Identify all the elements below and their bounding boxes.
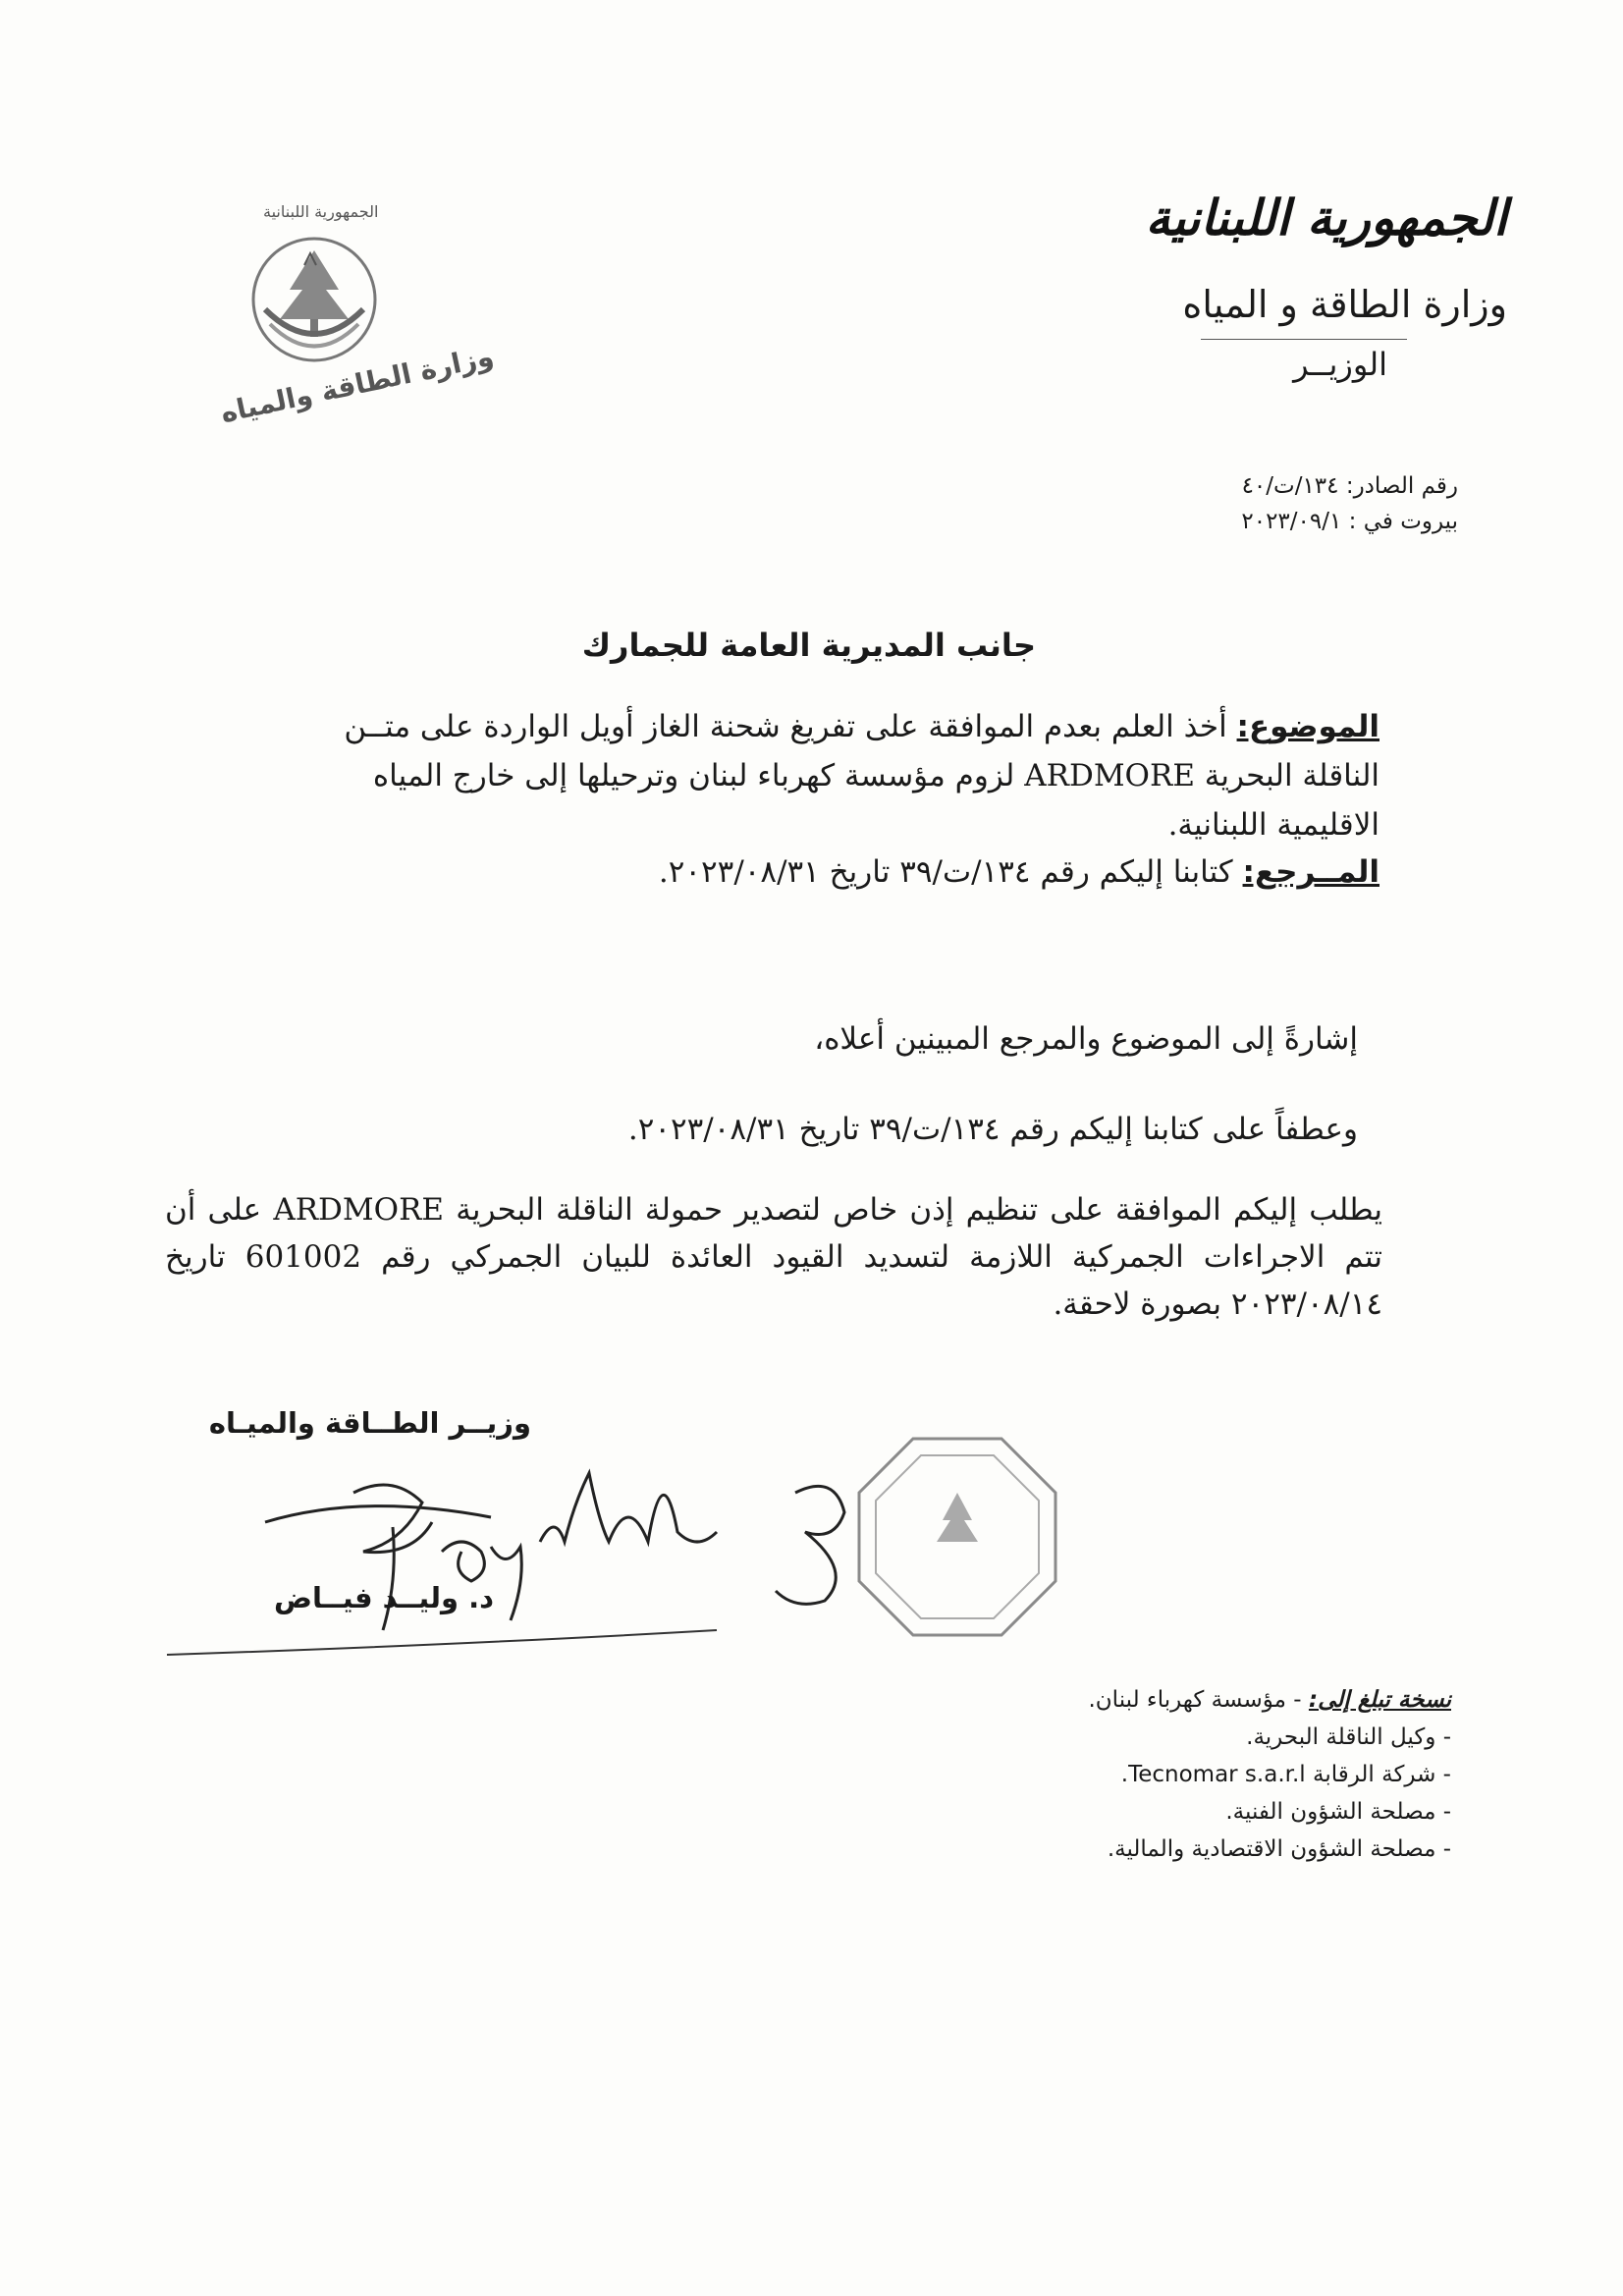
copies-list — [1088, 1681, 1451, 1868]
minister-title: الوزيــر — [1293, 346, 1387, 383]
copy-item-1: - مؤسسة كهرباء لبنان. — [1088, 1687, 1302, 1713]
header-divider — [1201, 339, 1407, 340]
subject-text: أخذ العلم بعدم الموافقة على تفريغ شحنة الغاز أويل الواردة على متــن الناقلة البحرية ARDMORE لزوم مؤسسة كهرباء لبنان وترحيلها إلى خارج المياه الاقليمية اللبنانية. — [344, 709, 1380, 843]
ministry-name: وزارة الطاقة و المياه — [1182, 283, 1507, 326]
republic-title: الجمهورية اللبنانية — [1145, 189, 1507, 246]
addressee: جانب المديرية العامة للجمارك — [581, 627, 1036, 664]
signatory-title: وزيــر الطــاقة والميـاه — [208, 1406, 531, 1440]
body-paragraph-2: وعطفاً على كتابنا إليكم رقم ١٣٤/ت/٣٩ تاريخ ٢٠٢٣/٠٨/٣١. — [627, 1112, 1358, 1147]
body-paragraph-3: يطلب إليكم الموافقة على تنظيم إذن خاص لتصدير حمولة الناقلة البحرية ARDMORE على أن تتم الاجراءات الجمركية اللازمة لتسديد القيود العائدة للبيان الجمركي رقم 601002 تاريخ ٢٠٢٣/٠٨/١٤ بصورة لاحقة. — [165, 1192, 1383, 1322]
seal-bottom-text: وزارة الطاقة والمياه — [217, 339, 497, 430]
copies-first-line — [1088, 1681, 1451, 1719]
reference-label: المــرجع: — [1242, 854, 1380, 890]
subject-paragraph — [299, 702, 1380, 849]
outgoing-number: رقم الصادر: ١٣٤/ت/٤٠ — [1241, 473, 1458, 499]
body-paragraph-1: إشارةً إلى الموضوع والمرجع المبينين أعلاه، — [814, 1021, 1358, 1057]
signatory-name: د. وليــد فيــاض — [274, 1581, 494, 1614]
letter-date: بيروت في : ٢٠٢٣/٠٩/١ — [1241, 509, 1458, 534]
seal-top-text: الجمهورية اللبنانية — [263, 202, 379, 221]
copy-item-3: - شركة الرقابة Tecnomar s.a.r.l. — [1120, 1762, 1451, 1787]
subject-label: الموضوع: — [1236, 709, 1380, 744]
handwritten-signature-icon — [167, 1434, 952, 1689]
reference-paragraph — [659, 854, 1380, 890]
copy-item-5: - مصلحة الشؤون الاقتصادية والمالية. — [1107, 1836, 1451, 1862]
reference-text: كتابنا إليكم رقم ١٣٤/ت/٣٩ تاريخ ٢٠٢٣/٠٨/٣١. — [658, 854, 1243, 890]
copy-item-4: - مصلحة الشؤون الفنية. — [1225, 1799, 1451, 1825]
copies-label: نسخة تبلغ إلى: — [1308, 1687, 1451, 1713]
copy-item-2: - وكيل الناقلة البحرية. — [1246, 1724, 1451, 1750]
